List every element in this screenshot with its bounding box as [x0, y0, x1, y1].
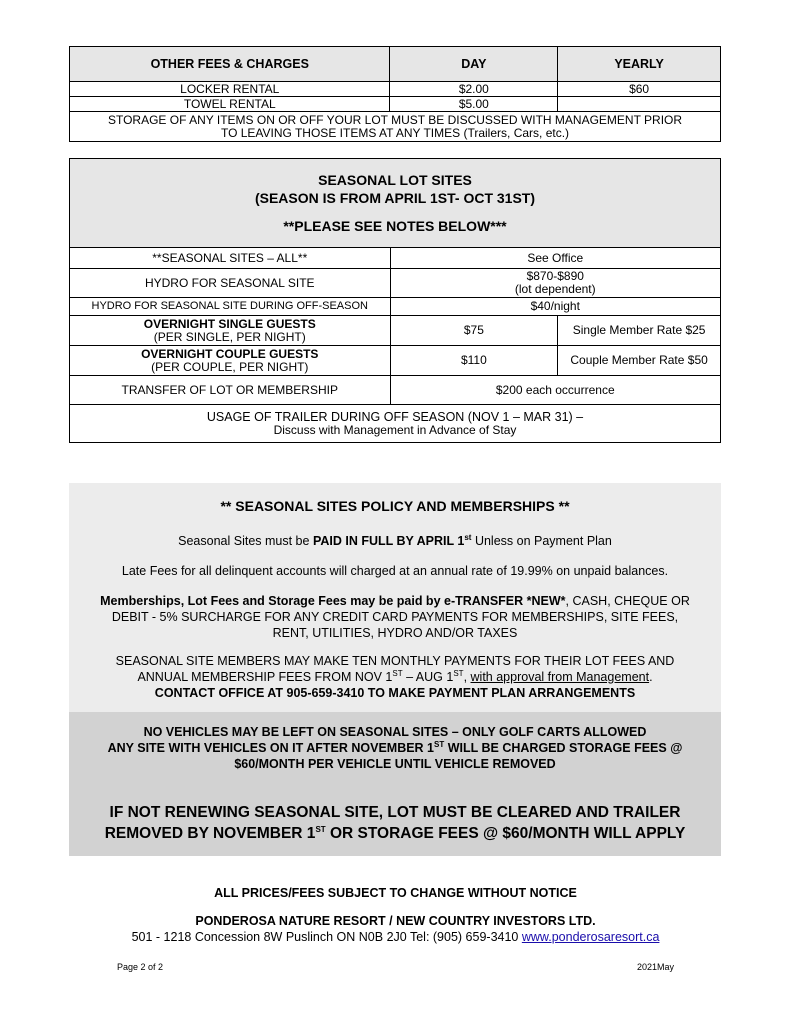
price-change-notice: ALL PRICES/FEES SUBJECT TO CHANGE WITHOUT NOTICE — [214, 886, 577, 900]
payment-methods — [69, 593, 721, 641]
page-number: Page 2 of 2 — [117, 962, 164, 972]
offseason-line-1: USAGE OF TRAILER DURING OFF SEASON (NOV 1 – MAR 31) – — [206, 409, 584, 424]
policy-title: ** SEASONAL SITES POLICY AND MEMBERSHIPS ** — [220, 498, 570, 514]
table-row — [70, 248, 721, 269]
text: ST — [453, 668, 464, 678]
guest-type: OVERNIGHT COUPLE GUESTS — [141, 346, 319, 361]
seasonal-header — [70, 159, 721, 248]
row-value: See Office — [390, 248, 720, 269]
fee-yearly: $60 — [558, 82, 721, 97]
text: Seasonal Sites must be — [178, 534, 313, 548]
table-header-row — [70, 47, 721, 82]
text: OR STORAGE FEES @ $60/MONTH WILL APPLY — [325, 825, 686, 842]
vehicle-rules — [69, 724, 721, 772]
text: Memberships, Lot Fees and Storage Fees may be paid by e-TRANSFER *NEW* — [100, 594, 566, 608]
text: NO VEHICLES MAY BE LEFT ON SEASONAL SITES – ONLY GOLF CARTS ALLOWED — [143, 725, 647, 739]
guest-price: $75 — [390, 316, 558, 346]
vehicle-policy-section — [69, 712, 721, 856]
document-version: 2021May — [637, 962, 675, 972]
contact-office-line: CONTACT OFFICE AT 905-659-3410 TO MAKE PAYMENT PLAN ARRANGEMENTS — [154, 686, 636, 700]
row-value: $200 each occurrence — [390, 376, 720, 405]
text: st — [464, 532, 472, 542]
table-row — [70, 405, 721, 443]
table-header-row — [70, 159, 721, 248]
text: ANNUAL MEMBERSHIP FEES FROM NOV 1 — [137, 670, 393, 684]
row-label — [70, 316, 391, 346]
row-label: TRANSFER OF LOT OR MEMBERSHIP — [70, 376, 391, 405]
table-row — [70, 112, 721, 142]
guest-basis: (PER COUPLE, PER NIGHT) — [151, 359, 309, 374]
text: , CASH, CHEQUE OR — [565, 594, 690, 608]
company-name: PONDEROSA NATURE RESORT / NEW COUNTRY INVESTORS LTD. — [195, 914, 596, 928]
row-value — [390, 269, 720, 298]
row-label: **SEASONAL SITES – ALL** — [70, 248, 391, 269]
member-rate: Couple Member Rate $50 — [558, 346, 721, 376]
text: ST — [315, 824, 326, 834]
text: $60/MONTH PER VEHICLE UNTIL VEHICLE REMOVED — [234, 757, 556, 771]
fee-item: TOWEL RENTAL — [70, 97, 390, 112]
guest-type: OVERNIGHT SINGLE GUESTS — [143, 316, 316, 331]
text: DEBIT - 5% SURCHARGE FOR ANY CREDIT CARD PAYMENTS FOR MEMBERSHIPS, SITE FEES, — [111, 610, 679, 624]
offseason-line-2: Discuss with Management in Advance of Stay — [273, 422, 517, 437]
payment-deadline — [69, 533, 721, 549]
company-address — [0, 930, 791, 944]
text: Unless on Payment Plan — [471, 534, 612, 548]
text: with approval from Management — [470, 670, 650, 684]
member-rate: Single Member Rate $25 — [558, 316, 721, 346]
fee-day: $5.00 — [390, 97, 558, 112]
text: ANY SITE WITH VEHICLES ON IT AFTER NOVEMBER 1 — [107, 741, 435, 755]
address-text: 501 - 1218 Concession 8W Puslinch ON N0B 2J0 Tel: (905) 659-3410 — [131, 930, 522, 944]
text: REMOVED BY NOVEMBER 1 — [104, 825, 316, 842]
column-header: OTHER FEES & CHARGES — [70, 47, 390, 82]
text: WILL BE CHARGED STORAGE FEES @ — [444, 741, 683, 755]
policy-section — [69, 483, 721, 712]
text: – AUG 1 — [402, 670, 454, 684]
storage-line-1: STORAGE OF ANY ITEMS ON OR OFF YOUR LOT MUST BE DISCUSSED WITH MANAGEMENT PRIOR — [107, 112, 683, 127]
table-row — [70, 298, 721, 316]
other-fees-table — [69, 46, 721, 142]
fee-day: $2.00 — [390, 82, 558, 97]
hydro-note: (lot dependent) — [514, 282, 596, 296]
seasonal-lot-sites-table — [69, 158, 721, 443]
guest-price: $110 — [390, 346, 558, 376]
table-row — [70, 316, 721, 346]
late-fees: Late Fees for all delinquent accounts will charged at an annual rate of 19.99% on unpaid balances. — [121, 564, 669, 578]
text: ST — [434, 739, 445, 749]
table-row — [70, 376, 721, 405]
table-row — [70, 97, 721, 112]
text: IF NOT RENEWING SEASONAL SITE, LOT MUST BE CLEARED AND TRAILER — [109, 804, 681, 821]
row-label — [70, 346, 391, 376]
fee-yearly — [558, 97, 721, 112]
text: SEASONAL SITE MEMBERS MAY MAKE TEN MONTHLY PAYMENTS FOR THEIR LOT FEES AND — [115, 654, 675, 668]
row-label: HYDRO FOR SEASONAL SITE DURING OFF-SEASON — [70, 298, 391, 316]
payment-plan — [69, 653, 721, 701]
see-notes-label: **PLEASE SEE NOTES BELOW*** — [283, 218, 507, 234]
text: . — [649, 670, 653, 684]
offseason-notice — [70, 405, 721, 443]
row-value: $40/night — [390, 298, 720, 316]
text: PAID IN FULL BY APRIL 1 — [312, 534, 465, 548]
text: , — [463, 670, 471, 684]
column-header: YEARLY — [558, 47, 721, 82]
storage-notice — [70, 112, 721, 142]
website-link[interactable]: www.ponderosaresort.ca — [521, 930, 660, 944]
column-header: DAY — [390, 47, 558, 82]
seasonal-title: SEASONAL LOT SITES — [318, 172, 472, 188]
storage-line-2: TO LEAVING THOSE ITEMS AT ANY TIMES (Trailers, Cars, etc.) — [220, 125, 570, 140]
renewal-warning — [69, 802, 721, 844]
text: RENT, UTILITIES, HYDRO AND/OR TAXES — [272, 626, 518, 640]
fee-item: LOCKER RENTAL — [70, 82, 390, 97]
row-label: HYDRO FOR SEASONAL SITE — [70, 269, 391, 298]
table-row — [70, 82, 721, 97]
table-row — [70, 269, 721, 298]
hydro-price: $870-$890 — [526, 269, 584, 283]
table-row — [70, 346, 721, 376]
season-dates: (SEASON IS FROM APRIL 1ST- OCT 31ST) — [254, 190, 536, 206]
guest-basis: (PER SINGLE, PER NIGHT) — [153, 329, 306, 344]
text: ST — [392, 668, 403, 678]
